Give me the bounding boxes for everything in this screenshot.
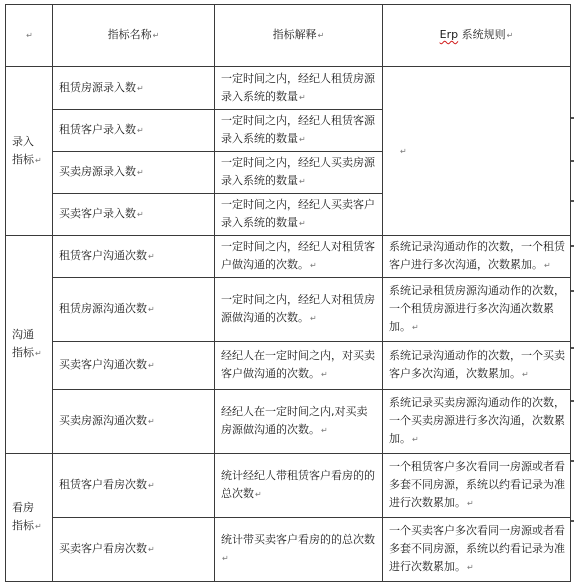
header-definition-cell [215,5,383,67]
metric-name-cell [53,454,215,518]
metric-name-cell [53,278,215,342]
metric-definition-cell [215,194,383,236]
metric-rule-cell [383,518,571,582]
paragraph-mark-icon: ↵ [522,370,529,379]
paragraph-mark-icon: ↵ [148,305,155,314]
row-end-marker [571,117,574,119]
paragraph-mark-icon: ↵ [310,261,317,270]
metric-name: 买卖房源录入数 [59,165,136,178]
header-name-label: 指标名称 [107,28,152,41]
row-end-marker [571,460,574,462]
metric-rule-cell [383,67,571,236]
paragraph-mark-icon: ↵ [148,361,155,370]
metric-rule: 系统记录沟通动作的次数，一个买卖客户多次沟通，次数累加。 [389,349,565,380]
metric-name: 租赁房源沟通次数 [59,302,147,315]
paragraph-mark-icon: ↵ [26,31,33,40]
paragraph-mark-icon: ↵ [35,349,42,358]
metric-rule: 系统记录沟通动作的次数，一个租赁客户进行多次沟通，次数累加。 [389,240,565,271]
metric-definition-cell [215,67,383,110]
metric-name-cell [53,390,215,454]
paragraph-mark-icon: ↵ [255,490,262,499]
row-end-marker [571,347,574,349]
paragraph-mark-icon: ↵ [467,499,474,508]
metric-definition: 一定时间之内，经纪人租赁房源录入系统的数量 [221,71,375,103]
category-line-2: 指标 [12,519,34,532]
table-row [6,518,571,582]
header-definition-label: 指标解释 [272,28,317,41]
metric-definition: 一定时间之内，经纪人对租赁房源做沟通的次数。 [221,293,375,324]
metric-rule-cell [383,236,571,278]
metric-name-cell [53,194,215,236]
metric-name: 买卖客户录入数 [59,207,136,220]
metric-name: 租赁客户录入数 [59,123,136,136]
paragraph-mark-icon: ↵ [299,219,306,228]
metric-rule-cell [383,454,571,518]
paragraph-mark-icon: ↵ [299,177,306,186]
paragraph-mark-icon: ↵ [544,261,551,270]
category-line-2: 指标 [12,346,34,359]
paragraph-mark-icon: ↵ [137,210,144,219]
paragraph-mark-icon: ↵ [137,126,144,135]
table-row [6,67,571,110]
metric-definition-cell [215,518,383,582]
metric-definition-cell [215,236,383,278]
paragraph-mark-icon: ↵ [310,314,317,323]
category-line-2: 指标 [12,152,34,166]
row-end-marker [571,400,574,402]
metric-rule-cell [383,342,571,390]
metric-rule-cell [383,278,571,342]
metric-rule: 系统记录租赁房源沟通动作的次数，一个租赁房源进行多次沟通次数累加。 [389,284,565,333]
metric-definition: 一定时间之内，经纪人买卖房源录入系统的数量 [221,156,375,187]
metric-definition-cell [215,454,383,518]
row-end-marker [571,200,574,202]
category-line-1: 录入 [12,134,34,148]
table-row [6,342,571,390]
metric-name: 租赁客户看房次数 [59,478,147,491]
table-row [6,278,571,342]
metric-definition-cell [215,342,383,390]
paragraph-mark-icon: ↵ [412,323,419,332]
header-rule-label: 系统规则 [458,28,506,41]
metric-name-cell [53,152,215,194]
header-erp-label: Erp [439,28,459,41]
metric-name: 租赁客户沟通次数 [59,249,147,262]
paragraph-mark-icon: ↵ [321,370,328,379]
header-rule-cell [383,5,571,67]
paragraph-mark-icon: ↵ [35,155,42,165]
paragraph-mark-icon: ↵ [137,168,144,177]
metric-definition: 一定时间之内，经纪人对租赁客户做沟通的次数。 [221,240,375,271]
metric-rule: 一个买卖客户多次看同一房源或者看多套不同房源，系统以约看记录为准进行次数累加。 [389,524,565,573]
metric-name-cell [53,342,215,390]
paragraph-mark-icon: ↵ [412,435,419,444]
category-line-1: 看房 [12,501,34,514]
paragraph-mark-icon: ↵ [137,83,144,93]
metric-definition-cell [215,110,383,152]
metric-definition-cell [215,278,383,342]
paragraph-mark-icon: ↵ [317,31,325,40]
metric-name: 买卖房源沟通次数 [59,414,147,427]
metric-name-cell [53,67,215,110]
metric-rule: 一个租赁客户多次看同一房源或者看多套不同房源，系统以约看记录为准进行次数累加。 [389,460,565,509]
metric-definition-cell [215,152,383,194]
metric-name: 租赁房源录入数 [59,80,136,94]
paragraph-mark-icon: ↵ [148,417,155,426]
category-cell [6,67,53,236]
category-cell [6,454,53,582]
metric-name: 买卖客户沟通次数 [59,358,147,371]
metric-name-cell [53,236,215,278]
paragraph-mark-icon: ↵ [148,252,155,261]
metric-definition: 统计经纪人带租赁客户看房的的总次数 [221,469,375,500]
paragraph-mark-icon: ↵ [321,426,328,435]
category-cell [6,236,53,454]
metric-rule: 系统记录买卖房源沟通动作的次数，一个买卖房源进行多次沟通，次数累加。 [389,396,565,445]
table-row [6,236,571,278]
paragraph-mark-icon: ↵ [299,92,306,102]
paragraph-mark-icon: ↵ [152,31,160,40]
paragraph-mark-icon: ↵ [222,554,229,563]
row-end-marker [571,245,574,247]
row-end-marker [571,520,574,522]
category-line-1: 沟通 [12,328,34,341]
metric-name: 买卖客户看房次数 [59,542,147,555]
paragraph-mark-icon: ↵ [467,563,474,572]
metric-definition: 经纪人在一定时间之内,对买卖房源做沟通的次数。 [221,405,368,436]
row-end-marker [571,290,574,292]
row-end-marker [571,160,574,162]
header-blank-cell [6,5,53,67]
metric-definition: 一定时间之内，经纪人租赁客源录入系统的数量 [221,114,375,145]
header-row [6,5,571,67]
metric-rule-cell [383,390,571,454]
metric-definition: 统计带买卖客户看房的的总次数 [221,533,375,546]
paragraph-mark-icon: ↵ [400,146,407,156]
paragraph-mark-icon: ↵ [506,31,514,40]
metric-definition: 经纪人在一定时间之内，对买卖客户做沟通的次数。 [221,349,375,380]
paragraph-mark-icon: ↵ [299,135,306,144]
table-row [6,454,571,518]
metric-name-cell [53,110,215,152]
header-name-cell [53,5,215,67]
metrics-table [5,4,571,582]
paragraph-mark-icon: ↵ [35,522,42,531]
table-row [6,390,571,454]
metric-definition: 一定时间之内，经纪人买卖客户录入系统的数量 [221,198,375,229]
metric-definition-cell [215,390,383,454]
paragraph-mark-icon: ↵ [148,481,155,490]
metric-name-cell [53,518,215,582]
paragraph-mark-icon: ↵ [148,545,155,554]
